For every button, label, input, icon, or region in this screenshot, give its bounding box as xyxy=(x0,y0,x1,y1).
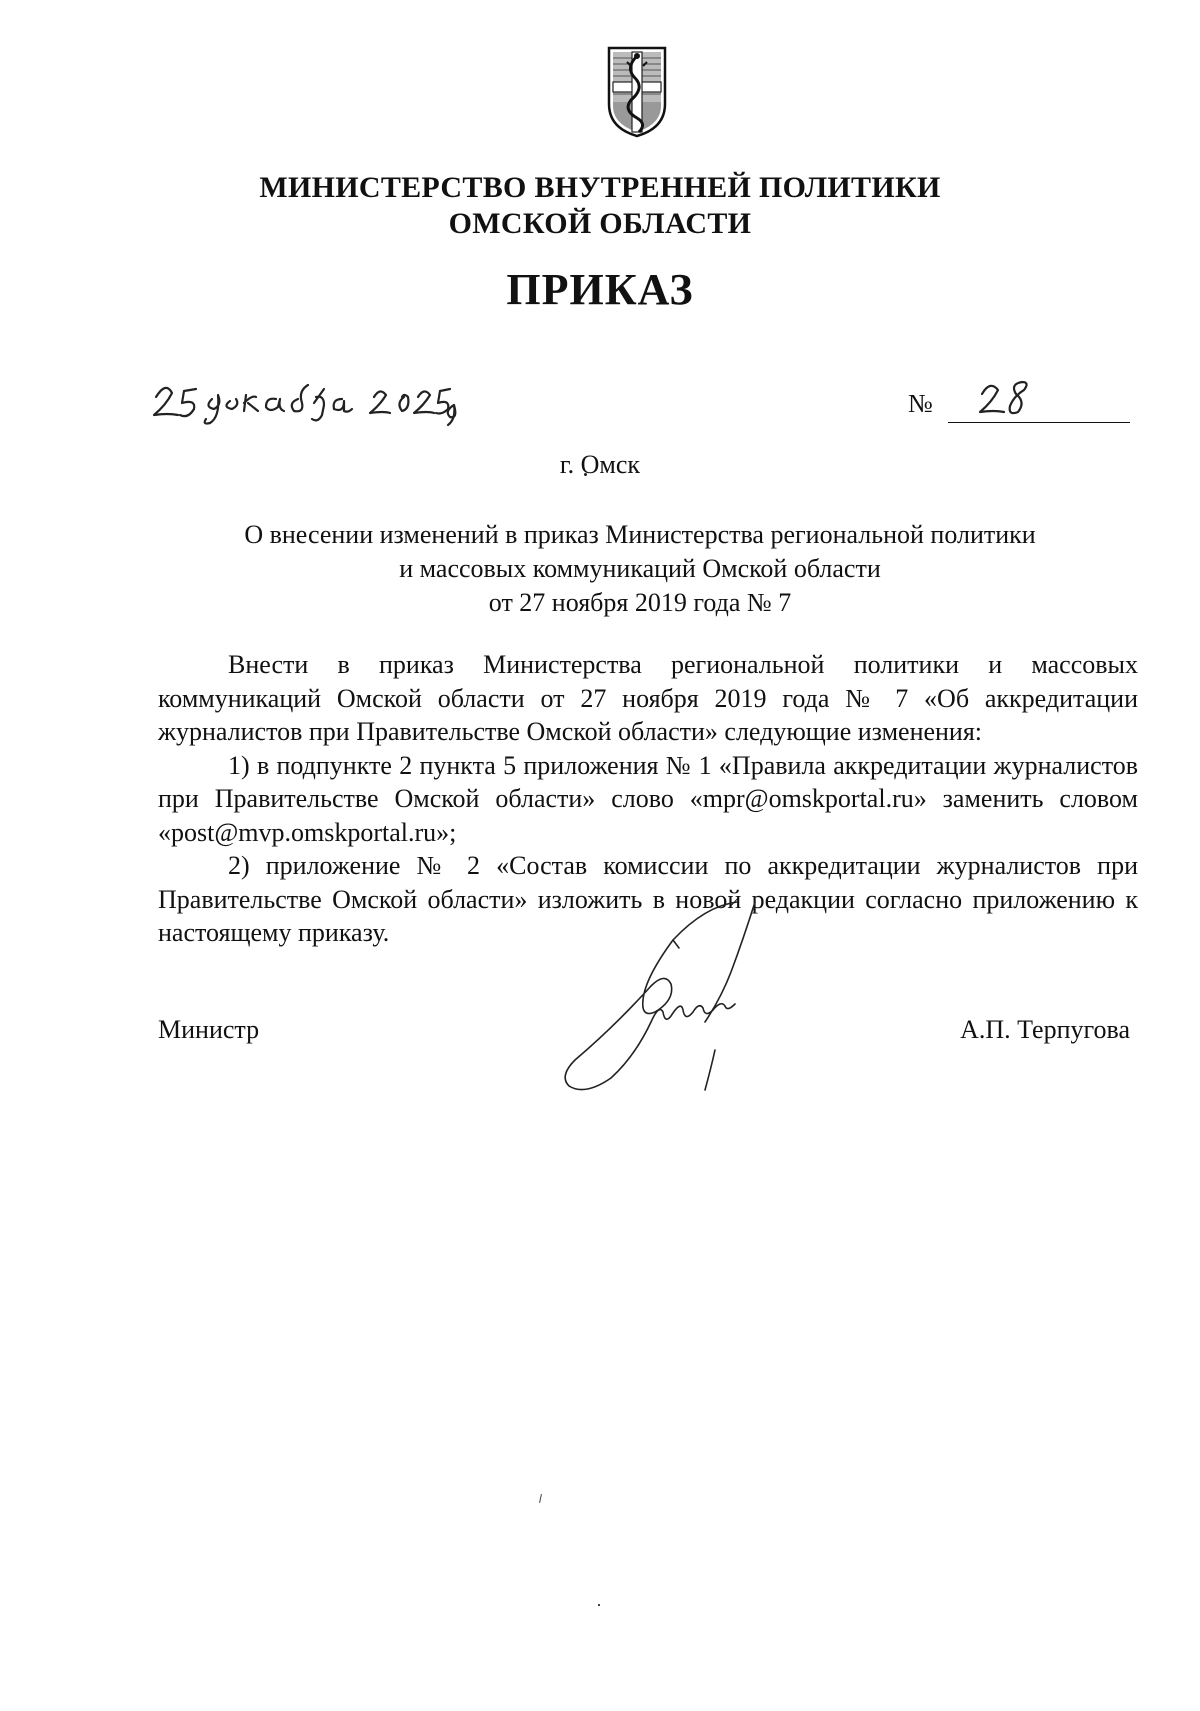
ministry-name-line1: МИНИСТЕРСТВО ВНУТРЕННЕЙ ПОЛИТИКИ xyxy=(259,171,941,204)
handwritten-date xyxy=(148,375,458,427)
subject-line2: и массовых коммуникаций Омской области xyxy=(399,554,881,583)
document-type-title: ПРИКАЗ xyxy=(506,265,694,314)
city: г. Омск xyxy=(559,450,641,479)
body-paragraph: 1) в подпункте 2 пункта 5 приложения № 1 «Правила аккредитации журналистов при Правительстве Омской области» слово «mpr@omskportal.ru» заменить словом «post@mvp.omskportal.ru»; xyxy=(158,750,1138,847)
order-number-underline xyxy=(948,422,1130,423)
ministry-name-line2: ОМСКОЙ ОБЛАСТИ xyxy=(448,207,752,240)
signer-title: Министр xyxy=(158,1015,260,1044)
scan-speck xyxy=(598,1604,600,1606)
body-paragraph: 2) приложение № 2 «Состав комиссии по аккредитации журналистов при Правительстве Омской области» изложить в новой редакции согласно приложению к настоящему приказу. xyxy=(158,851,1138,947)
subject-line1: О внесении изменений в приказ Министерства региональной политики xyxy=(244,520,1036,549)
order-subject xyxy=(150,518,1130,620)
handwritten-number xyxy=(978,378,1038,420)
order-number xyxy=(908,382,1130,428)
order-number-label: № xyxy=(908,389,933,418)
signer-name: А.П. Терпугова xyxy=(960,1015,1130,1044)
scan-speck xyxy=(539,1494,542,1503)
omsk-coat-of-arms-icon xyxy=(605,44,669,140)
subject-line3: от 27 ноября 2019 года № 7 xyxy=(488,588,792,617)
body-paragraph: Внести в приказ Министерства региональной политики и массовых коммуникаций Омской области от 27 ноября 2019 года № 7 «Об аккредитации журналистов при Правительстве Омской области» следующие изменения: xyxy=(158,650,1138,746)
handwritten-signature-icon xyxy=(555,900,785,1115)
ministry-name xyxy=(0,170,1200,242)
